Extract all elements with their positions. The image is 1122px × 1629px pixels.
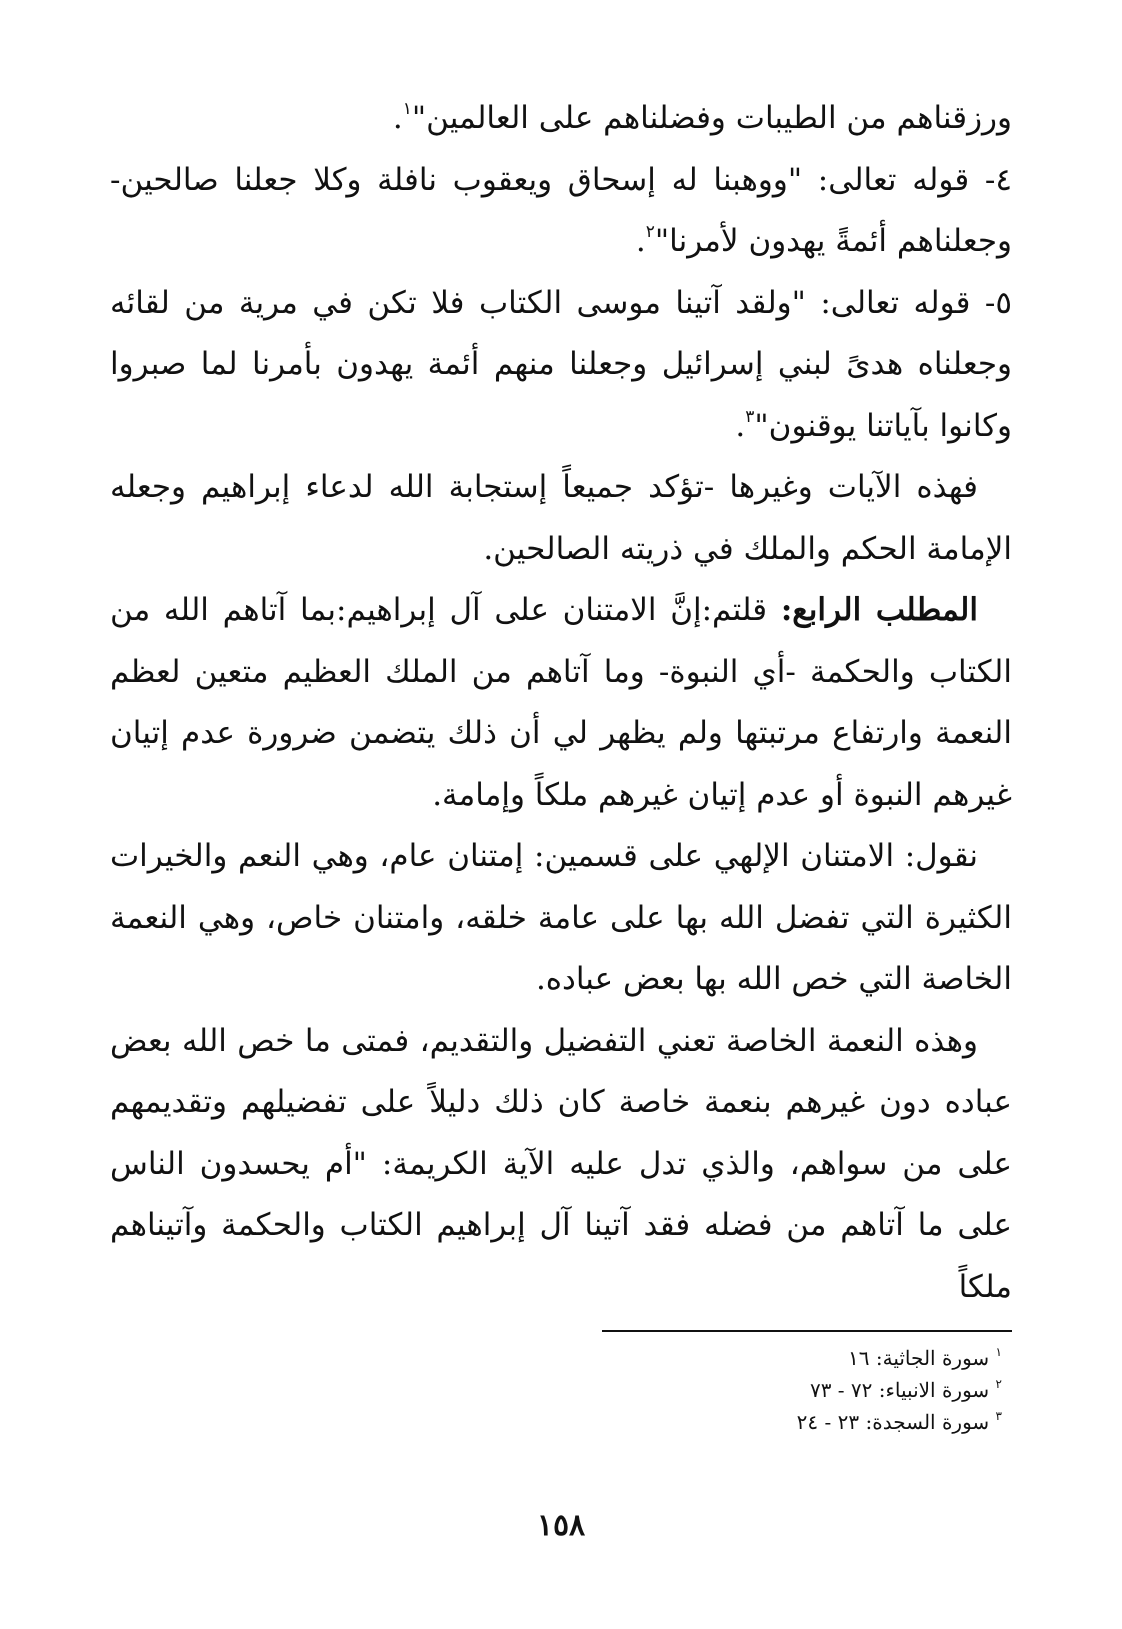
footnote-ref: ١	[402, 99, 412, 119]
section-heading: المطلب الرابع:	[780, 592, 978, 628]
footnote: $^٢$ سورة الانبياء: ٧٢ - ٧٣	[809, 1377, 1002, 1402]
footnote-divider	[602, 1330, 1012, 1332]
paragraph: فهذه الآيات وغيرها -تؤكد جميعاً إستجابة الله لدعاء إبراهيم وجعله الإمامة الحكم والملك في ذريته الصالحين.	[110, 469, 1012, 567]
footnote-ref: ٣	[745, 406, 755, 427]
paragraph: ٤- قوله تعالى: "ووهبنا له إسحاق ويعقوب نافلة وكلا جعلنا صالحين- وجعلناهم أئمةً يهدون لأمرنا"$^٢$.	[110, 161, 1012, 259]
footnote: $^٣$ سورة السجدة: ٢٣ - ٢٤	[796, 1409, 1002, 1434]
paragraph: المطلب الرابع: قلتم:إنَّ الامتنان على آل إبراهيم:بما آتاهم الله من الكتاب والحكمة -أي النبوة- وما آتاهم من الملك العظيم متعين لعظم النعمة وارتفاع مرتبتها ولم يظهر لي أن ذلك يتضمن ضرورة عدم إتيان غيرهم النبوة أو عدم إتيان غيرهم ملكاً وإمامة.	[110, 592, 1012, 813]
footnote-ref: ٢	[645, 222, 655, 242]
page-number: ١٥٨	[536, 1508, 586, 1543]
footnote: $^١$ سورة الجاثية: ١٦	[848, 1345, 1002, 1370]
paragraph: وهذه النعمة الخاصة تعني التفضيل والتقديم، فمتى ما خص الله بعض عباده دون غيرهم بنعمة خاصة كان ذلك دليلاً على تفضيلهم وتقديمهم على من سواهم، والذي تدل عليه الآية الكريمة: "أم يحسدون الناس على ما آتاهم من فضله فقد آتينا آل إبراهيم الكتاب والحكمة وآتيناهم ملكاً	[110, 1022, 1012, 1305]
body-text	[110, 88, 1012, 1318]
paragraph: ورزقناهم من الطيبات وفضلناهم على العالمين"$^١$.	[392, 99, 1012, 136]
footnote-mark: ٢	[995, 1377, 1002, 1391]
paragraph: ٥- قوله تعالى: "ولقد آتينا موسى الكتاب فلا تكن في مرية من لقائه وجعلناه هدىً لبني إسرائيل وجعلنا منهم أئمة يهدون بأمرنا لما صبروا وكانوا بآياتنا يوقنون"$^٣$.	[110, 284, 1012, 444]
footnotes	[797, 1342, 1002, 1438]
paragraph: نقول: الامتنان الإلهي على قسمين: إمتنان عام، وهي النعم والخيرات الكثيرة التي تفضل الله بها على عامة خلقه، وامتنان خاص، وهي النعمة الخاصة التي خص الله بها بعض عباده.	[110, 838, 1012, 997]
footnote-mark: ٣	[995, 1409, 1002, 1423]
footnote-mark: ١	[995, 1345, 1002, 1359]
